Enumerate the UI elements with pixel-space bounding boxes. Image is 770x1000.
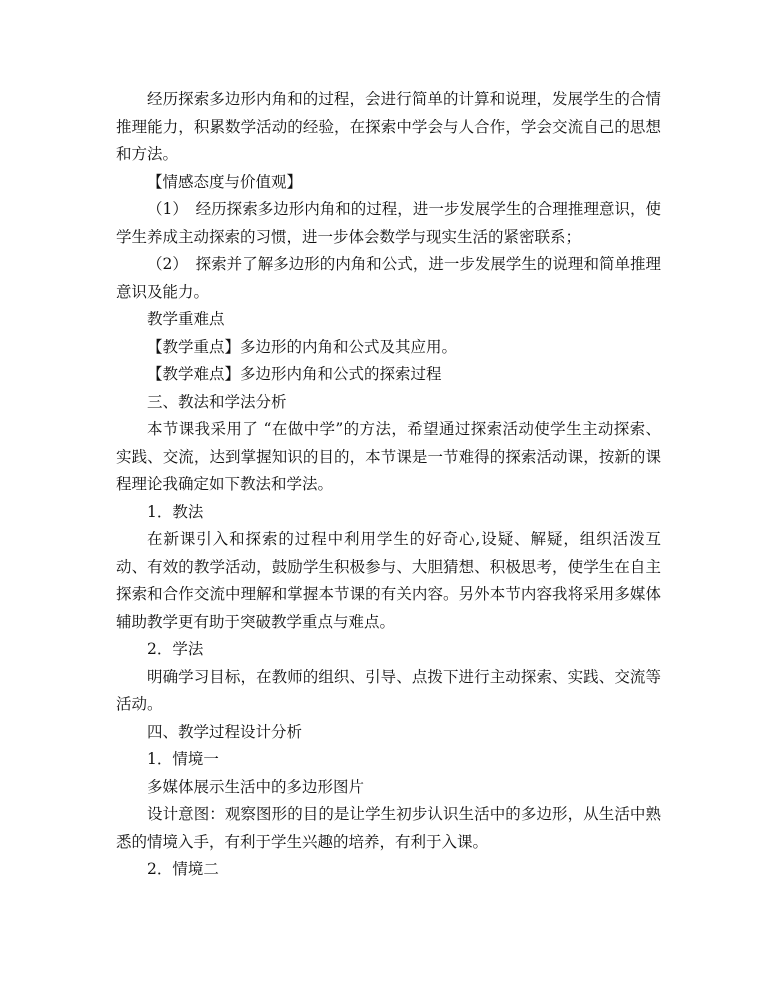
paragraph-teaching-difficult-point: 【教学难点】多边形内角和公式的探索过程 [147,365,442,383]
paragraph-process-method-goal: 经历探索多边形内角和的过程，会进行简单的计算和说理，发展学生的合情推理能力，积累数学活动的经验，在探索中学会与人合作，学会交流自己的思想和方法。 [116,90,661,163]
paragraph-emotion-item-2: （2） 探索并了解多边形的内角和公式，进一步发展学生的说理和简单推理意识及能力。 [116,255,661,301]
heading-scenario-1: 1．情境一 [147,750,219,768]
paragraph-method-overview: 本节课我采用了 “在做中学”的方法，希望通过探索活动使学生主动探索、实践、交流，达到掌握知识的目的，本节课是一节难得的探索活动课，按新的课程理论我确定如下教法和学法。 [116,420,661,493]
paragraph-learning-method: 明确学习目标，在教师的组织、引导、点拨下进行主动探索、实践、交流等活动。 [116,667,661,713]
heading-method-analysis: 三、教法和学法分析 [147,392,287,411]
heading-scenario-2: 2．情境二 [147,860,219,878]
heading-teaching-key-difficult: 教学重难点 [147,310,225,328]
paragraph-teaching-key-point: 【教学重点】多边形的内角和公式及其应用。 [147,337,458,356]
heading-teaching-method: 1．教法 [147,502,204,521]
paragraph-emotion-item-1: （1） 经历探索多边形内角和的过程，进一步发展学生的合理推理意识，使学生养成主动探索的习惯，进一步体会数学与现实生活的紧密联系； [116,200,661,246]
paragraph-scenario-1-media: 多媒体展示生活中的多边形图片 [147,777,365,796]
paragraph-teaching-method: 在新课引入和探索的过程中利用学生的好奇心,设疑、解疑，组织活泼互动、有效的教学活动，鼓励学生积极参与、大胆猜想、积极思考，使学生在自主探索和合作交流中理解和掌握本节课的有关内容。另外本节内容我将采用多媒体辅助教学更有助于突破教学重点与难点。 [116,530,661,631]
heading-emotion-attitude-values: 【情感态度与价值观】 [147,172,303,191]
heading-process-design: 四、教学过程设计分析 [147,722,303,741]
paragraph-scenario-1-intent: 设计意图：观察图形的目的是让学生初步认识生活中的多边形，从生活中熟悉的情境入手，有利于学生兴趣的培养，有利于入课。 [116,805,661,851]
document-body [116,86,661,884]
heading-learning-method: 2．学法 [147,640,204,658]
